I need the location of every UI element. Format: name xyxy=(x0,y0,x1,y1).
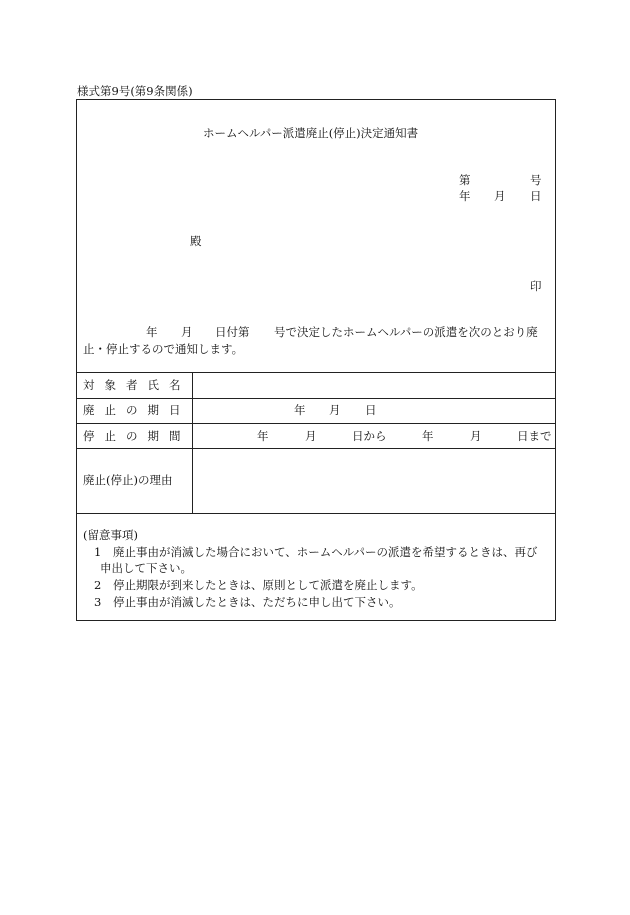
date-tsuki: 月 xyxy=(494,189,506,203)
label-abolition-date: 廃止の期日 xyxy=(83,403,191,417)
period-start-nen: 年 xyxy=(257,429,269,443)
label-suspension-period: 停止の期間 xyxy=(83,429,191,443)
document-title: ホームヘルパー派遣廃止(停止)決定通知書 xyxy=(203,126,419,140)
note-2-text: 停止期限が到来したときは、原則として派遣を廃止します。 xyxy=(113,578,423,592)
body-hitsuke: 日付第 xyxy=(215,325,250,339)
notes-heading: (留意事項) xyxy=(83,528,138,542)
note-3-number: 3 xyxy=(94,595,102,609)
period-end-tsuki: 月 xyxy=(470,429,482,443)
seal-mark: 印 xyxy=(530,279,542,293)
period-start-hikara: 日から xyxy=(352,429,387,443)
note-1-continued: 申出して下さい。 xyxy=(100,561,192,575)
abolition-hi: 日 xyxy=(365,403,377,417)
ref-go: 号 xyxy=(530,173,542,187)
label-reason: 廃止(停止)の理由 xyxy=(83,473,173,487)
label-target-name: 対象者氏名 xyxy=(83,378,191,392)
note-2-number: 2 xyxy=(94,578,102,592)
form-number: 様式第9号(第9条関係) xyxy=(77,84,193,98)
ref-dai: 第 xyxy=(459,173,471,187)
body-tsuki: 月 xyxy=(181,325,193,339)
period-end-himade: 日まで xyxy=(517,429,552,443)
abolition-tsuki: 月 xyxy=(329,403,341,417)
period-start-tsuki: 月 xyxy=(305,429,317,443)
abolition-nen: 年 xyxy=(294,403,306,417)
body-line2: 止・停止するので通知します。 xyxy=(83,342,244,356)
period-end-nen: 年 xyxy=(422,429,434,443)
date-hi: 日 xyxy=(530,189,542,203)
body-line1: 号で決定したホームヘルパーの派遣を次のとおり廃 xyxy=(274,325,538,339)
note-1-text: 廃止事由が消滅した場合において、ホームヘルパーの派遣を希望するときは、再び xyxy=(113,545,538,559)
body-nen: 年 xyxy=(146,325,158,339)
addressee-suffix: 殿 xyxy=(190,234,202,248)
note-1-number: 1 xyxy=(94,545,102,559)
note-3-text: 停止事由が消滅したときは、ただちに申し出て下さい。 xyxy=(113,595,401,609)
date-nen: 年 xyxy=(459,189,471,203)
notice-form xyxy=(76,99,556,621)
